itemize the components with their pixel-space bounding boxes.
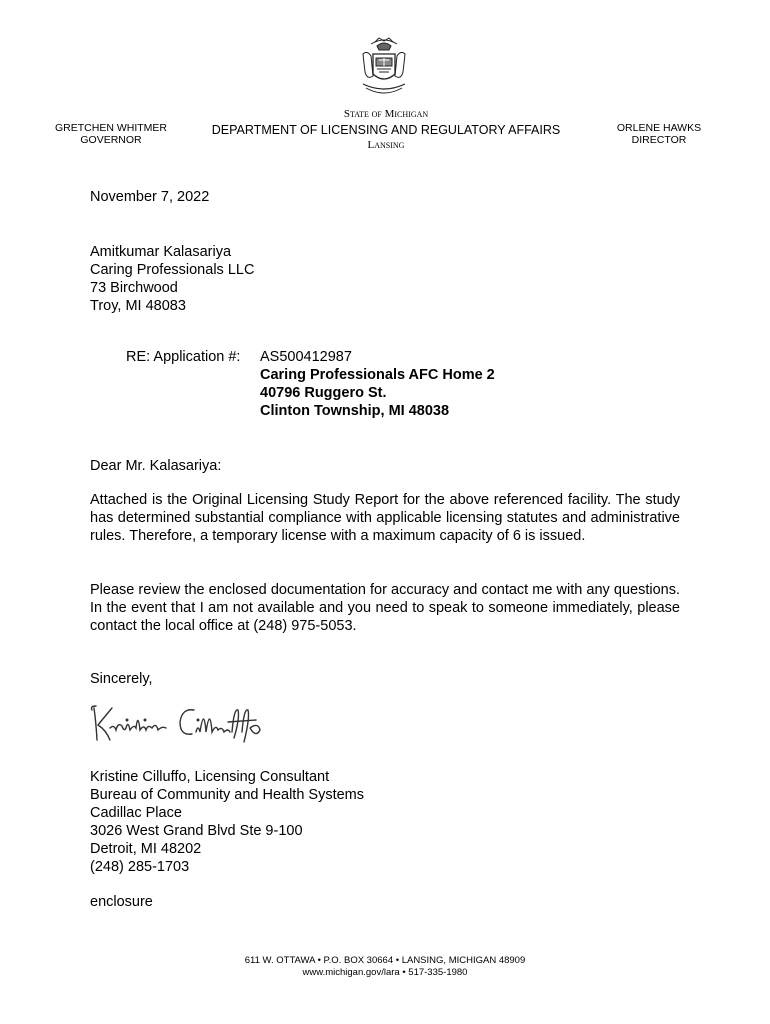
letter-date: November 7, 2022 [90, 189, 210, 205]
body-paragraph: Please review the enclosed documentation for accuracy and contact me with any questions. In the event that I am not available and you need to speak to someone immediately, please contact the local office at (248) 975-5053. [90, 582, 680, 634]
director-title: DIRECTOR [631, 134, 687, 146]
re-label: RE: Application #: [126, 349, 241, 365]
department-name: DEPARTMENT OF LICENSING AND REGULATORY AFFAIRS [211, 123, 561, 137]
footer-contact: www.michigan.gov/lara • 517-335-1980 [302, 967, 468, 978]
director-block [608, 122, 710, 146]
michigan-seal-icon [357, 36, 411, 98]
signer-bureau: Bureau of Community and Health Systems [90, 787, 365, 803]
signer-block [90, 768, 364, 876]
governor-title: GOVERNOR [80, 134, 142, 146]
governor-block [50, 122, 172, 146]
director-name: ORLENE HAWKS [616, 122, 702, 134]
body-paragraph: Attached is the Original Licensing Study Report for the above referenced facility. The study has determined substantial compliance with applicable licensing statutes and administrative rules. Therefore, a temporary license with a maximum capacity of 6 is issued. [90, 492, 680, 544]
letterhead [180, 108, 592, 152]
recipient-company: Caring Professionals LLC [90, 262, 255, 278]
salutation: Dear Mr. Kalasariya: [90, 458, 222, 474]
signer-building: Cadillac Place [90, 805, 182, 821]
signer-city: Detroit, MI 48202 [90, 841, 202, 857]
footer [0, 955, 770, 979]
signer-phone: (248) 285-1703 [90, 859, 190, 875]
recipient-city: Troy, MI 48083 [90, 298, 186, 314]
recipient-address [90, 243, 254, 315]
recipient-street: 73 Birchwood [90, 280, 178, 296]
facility-city: Clinton Township, MI 48038 [260, 403, 450, 419]
closing: Sincerely, [90, 671, 153, 687]
city-name: Lansing [367, 139, 405, 151]
footer-address: 611 W. OTTAWA • P.O. BOX 30664 • LANSING, MICHIGAN 48909 [244, 955, 526, 966]
application-number: AS500412987 [260, 349, 352, 365]
recipient-name: Amitkumar Kalasariya [90, 244, 232, 260]
signer-street: 3026 West Grand Blvd Ste 9-100 [90, 823, 303, 839]
facility-name: Caring Professionals AFC Home 2 [260, 367, 495, 383]
facility-street: 40796 Ruggero St. [260, 385, 387, 401]
state-name: State of Michigan [343, 108, 429, 120]
enclosure-note: enclosure [90, 894, 153, 910]
handwritten-signature [88, 698, 278, 750]
governor-name: GRETCHEN WHITMER [55, 122, 167, 134]
re-details [260, 348, 495, 420]
signer-name-title: Kristine Cilluffo, Licensing Consultant [90, 769, 330, 785]
